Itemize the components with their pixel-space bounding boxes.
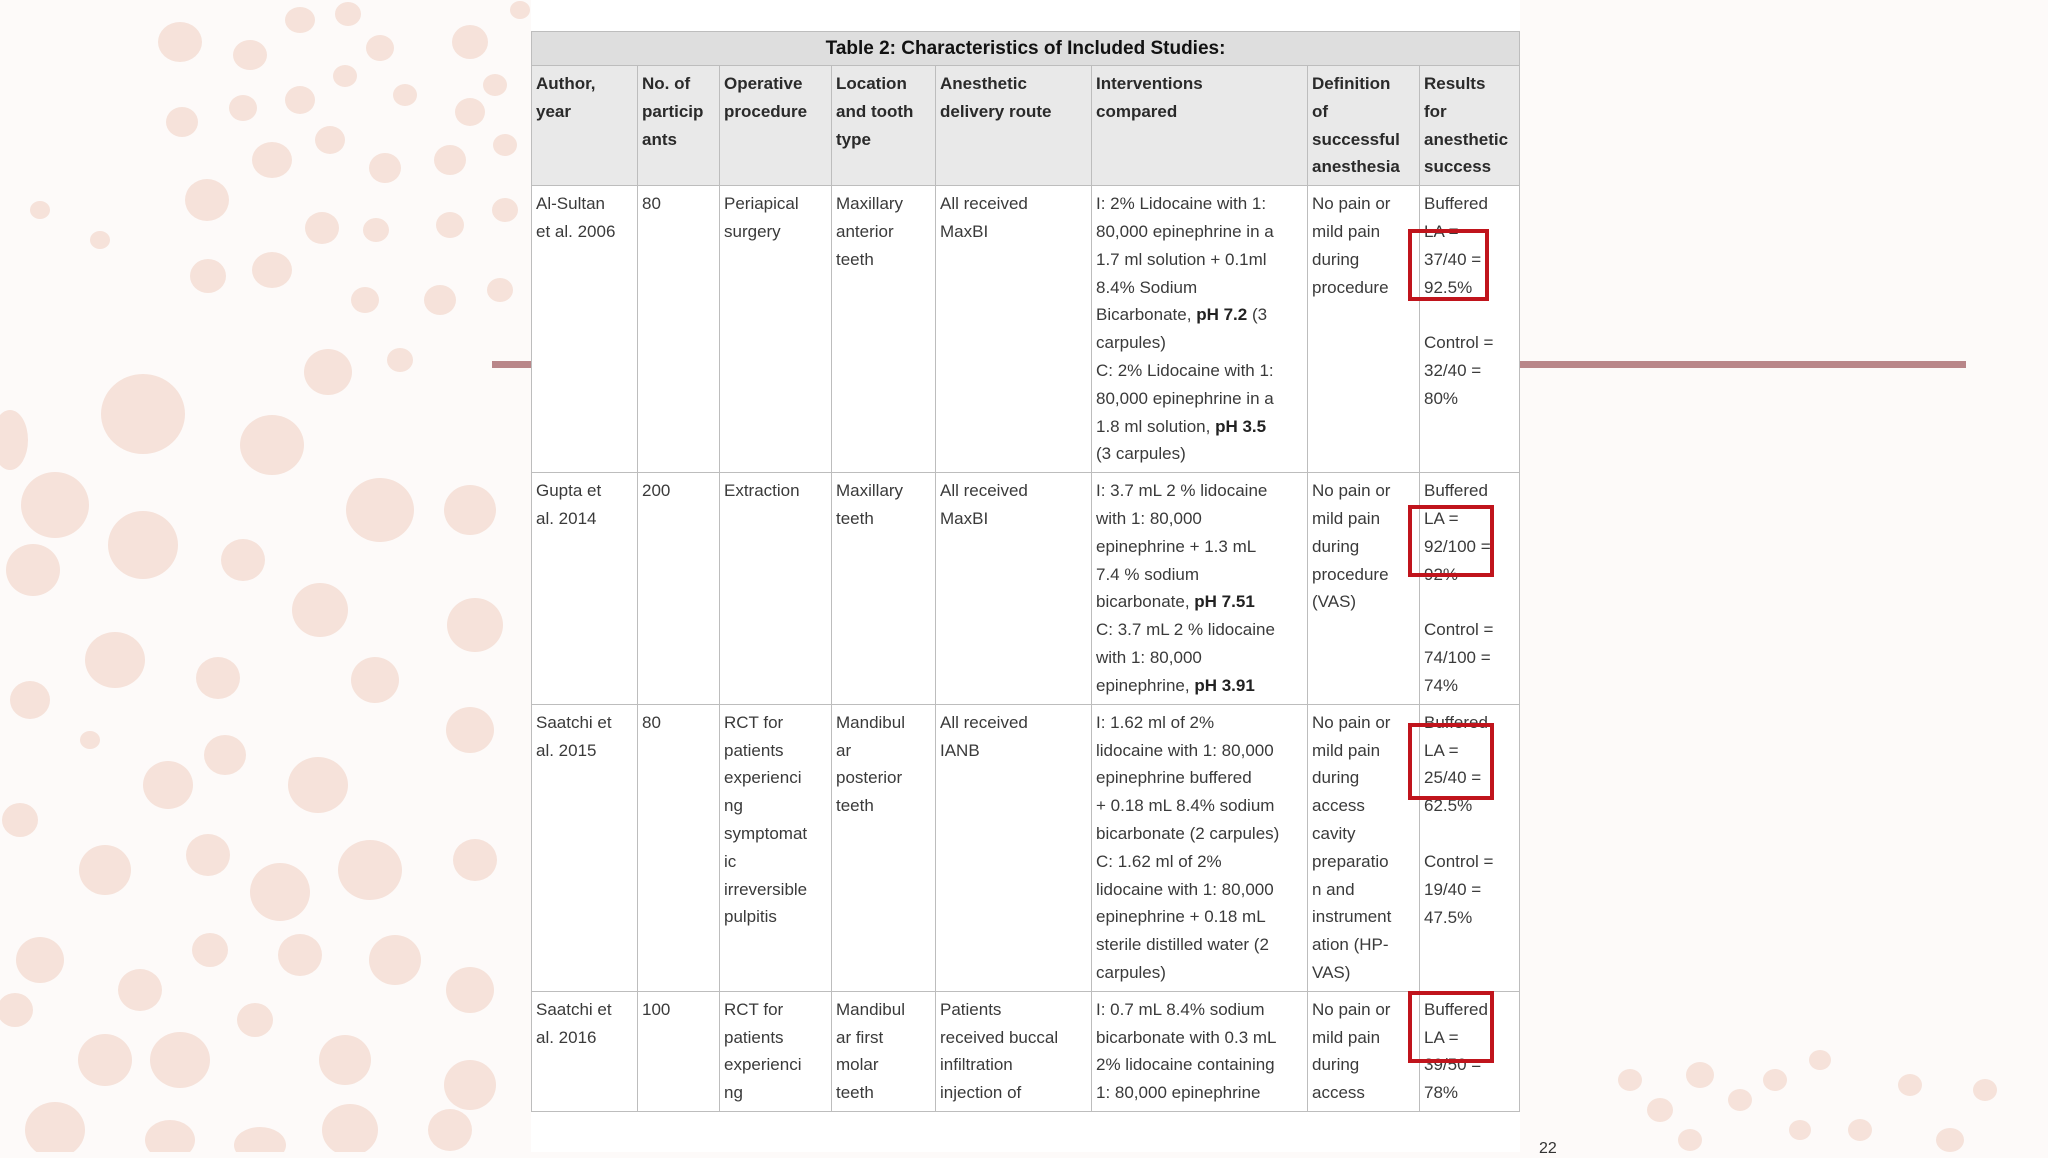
cell-procedure: Extraction	[720, 473, 832, 705]
cell-results: Buffered LA = 92/100 = 92% Control = 74/100 = 74%	[1420, 473, 1520, 705]
table-row	[532, 473, 1520, 705]
header-route: Anesthetic delivery route	[936, 66, 1092, 186]
header-author: Author, year	[532, 66, 638, 186]
highlight-box	[1408, 229, 1489, 301]
cell-route: All received MaxBI	[936, 473, 1092, 705]
cell-route: Patients received buccal infiltration injection of	[936, 991, 1092, 1111]
cell-interventions: I: 1.62 ml of 2% lidocaine with 1: 80,000 epinephrine buffered + 0.18 mL 8.4% sodium bicarbonate (2 carpules) C: 1.62 ml of 2% lidocaine with 1: 80,000 epinephrine + 0.18 mL sterile distilled water (2 carpules)	[1092, 704, 1308, 991]
cell-interventions: I: 3.7 mL 2 % lidocaine with 1: 80,000 epinephrine + 1.3 mL 7.4 % sodium bicarbonate, pH 7.51 C: 3.7 mL 2 % lidocaine with 1: 80,000 epinephrine, pH 3.91	[1092, 473, 1308, 705]
table-row	[532, 186, 1520, 473]
header-location: Location and tooth type	[832, 66, 936, 186]
table-row	[532, 704, 1520, 991]
cell-procedure: RCT for patients experienci ng symptomat ic irreversible pulpitis	[720, 704, 832, 991]
cell-procedure: Periapical surgery	[720, 186, 832, 473]
slide-accent-line-right	[1519, 361, 1966, 368]
table-caption: Table 2: Characteristics of Included Studies:	[532, 32, 1520, 66]
cell-participants: 100	[638, 991, 720, 1111]
cell-results: Buffered LA = 39/50 = 78%	[1420, 991, 1520, 1111]
cell-definition: No pain or mild pain during procedure	[1308, 186, 1420, 473]
highlight-box	[1408, 991, 1494, 1063]
cell-interventions: I: 0.7 mL 8.4% sodium bicarbonate with 0.3 mL 2% lidocaine containing 1: 80,000 epinephrine	[1092, 991, 1308, 1111]
cell-interventions: I: 2% Lidocaine with 1: 80,000 epinephrine in a 1.7 ml solution + 0.1ml 8.4% Sodium Bicarbonate, pH 7.2 (3 carpules) C: 2% Lidocaine with 1: 80,000 epinephrine in a 1.8 ml solution, pH 3.5 (3 carpules)	[1092, 186, 1308, 473]
cell-results: Buffered LA = 37/40 = 92.5% Control = 32/40 = 80%	[1420, 186, 1520, 473]
cell-definition: No pain or mild pain during access	[1308, 991, 1420, 1111]
page-number: 22	[1539, 1140, 1557, 1157]
header-definition: Definition of successful anesthesia	[1308, 66, 1420, 186]
cell-location: Maxillary teeth	[832, 473, 936, 705]
cell-author: Gupta et al. 2014	[532, 473, 638, 705]
table-row	[532, 991, 1520, 1111]
slide-accent-line-left	[492, 361, 532, 368]
cell-participants: 80	[638, 186, 720, 473]
cell-definition: No pain or mild pain during access cavity preparatio n and instrument ation (HP- VAS)	[1308, 704, 1420, 991]
cell-author: Saatchi et al. 2016	[532, 991, 638, 1111]
highlight-box	[1408, 723, 1494, 800]
cell-results: Buffered LA = 25/40 = 62.5% Control = 19/40 = 47.5%	[1420, 704, 1520, 991]
header-procedure: Operative procedure	[720, 66, 832, 186]
header-results: Results for anesthetic success	[1420, 66, 1520, 186]
cell-route: All received IANB	[936, 704, 1092, 991]
cell-location: Maxillary anterior teeth	[832, 186, 936, 473]
cell-location: Mandibul ar posterior teeth	[832, 704, 936, 991]
cell-author: Al-Sultan et al. 2006	[532, 186, 638, 473]
header-participants: No. of particip ants	[638, 66, 720, 186]
cell-participants: 200	[638, 473, 720, 705]
cell-location: Mandibul ar first molar teeth	[832, 991, 936, 1111]
cell-route: All received MaxBI	[936, 186, 1092, 473]
header-interventions: Interventions compared	[1092, 66, 1308, 186]
table-header-row	[532, 66, 1520, 186]
cell-procedure: RCT for patients experienci ng	[720, 991, 832, 1111]
highlight-box	[1408, 505, 1494, 577]
characteristics-table	[531, 31, 1520, 1112]
cell-definition: No pain or mild pain during procedure (VAS)	[1308, 473, 1420, 705]
cell-author: Saatchi et al. 2015	[532, 704, 638, 991]
document-page	[531, 0, 1557, 1157]
cell-participants: 80	[638, 704, 720, 991]
